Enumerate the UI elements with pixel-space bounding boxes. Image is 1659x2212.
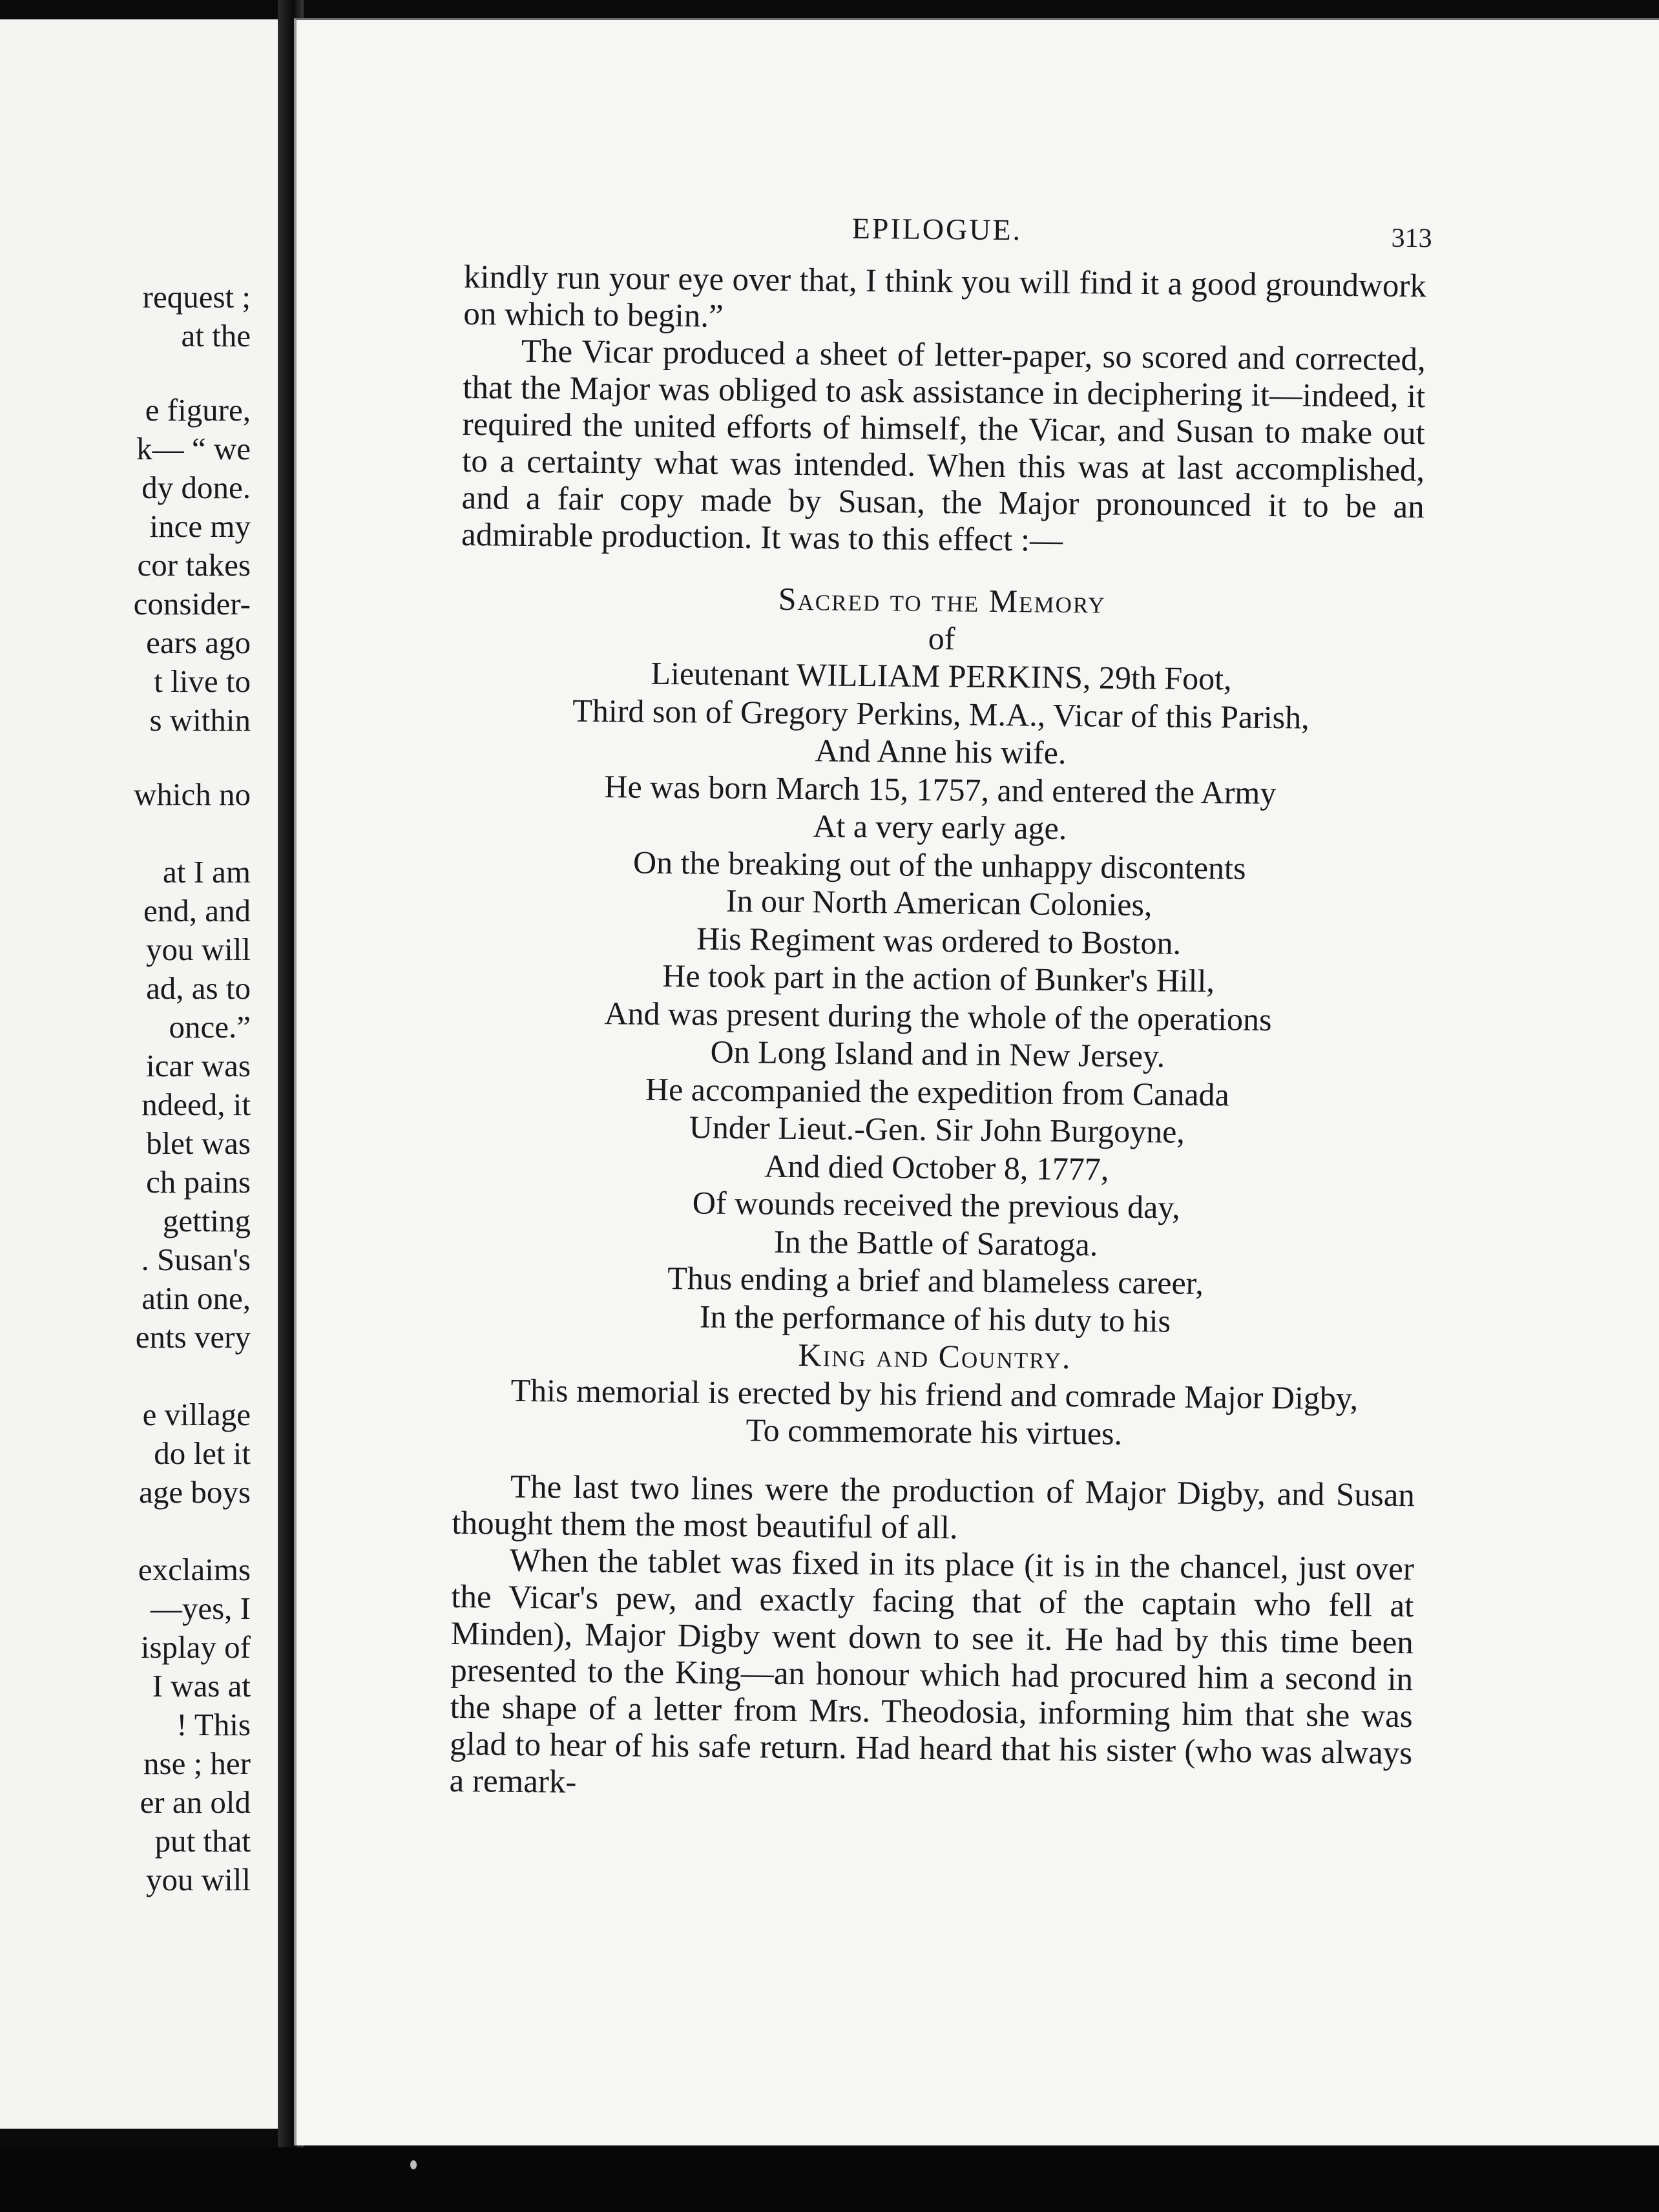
left-line: I was at — [152, 1668, 251, 1704]
left-line: er an old — [140, 1784, 251, 1820]
left-line: ents very — [135, 1319, 251, 1355]
inscription-line: And was present during the whole of the operations — [604, 994, 1272, 1038]
left-line: e village — [142, 1397, 251, 1432]
inscription-line: He took part in the action of Bunker's Hill, — [662, 957, 1215, 999]
inscription-line: Third son of Gregory Perkins, M.A., Vicar of this Parish, — [572, 692, 1309, 736]
inscription-line: Sacred to the Memory — [778, 580, 1106, 620]
inscription-line: In the Battle of Saratoga. — [773, 1223, 1098, 1262]
paragraph-last-lines: The last two lines were the production of Major Digby, and Susan thought them the most beautiful of all. — [452, 1468, 1415, 1546]
left-line: nse ; her — [143, 1746, 251, 1781]
inscription-line: On the breaking out of the unhappy discontents — [632, 844, 1246, 886]
left-line: you will — [146, 932, 251, 967]
inscription-line: In the performance of his duty to his — [699, 1298, 1171, 1339]
left-line: e figure, — [145, 392, 251, 428]
inscription-line: He accompanied the expedition from Canada — [645, 1070, 1230, 1112]
inscription-line: And died October 8, 1777, — [764, 1147, 1109, 1187]
left-line: —yes, I — [150, 1591, 251, 1626]
left-line: put that — [154, 1823, 251, 1859]
left-line: ndeed, it — [141, 1087, 251, 1122]
left-line: blet was — [146, 1125, 251, 1161]
inscription-line: Of wounds received the previous day, — [692, 1184, 1180, 1226]
right-page — [294, 18, 1659, 2145]
paragraph-vicar-letter: The Vicar produced a sheet of letter-paper, so scored and corrected, that the Major was obliged to ask assistance in deciphering it—indeed, it required the united efforts of himself, the Vicar, and Susan to make out to a certainty what was intended. When this was at last accomplished, and a fair copy made by Susan, the Major pronounced it to be an admirable production. It was to this effect :— — [461, 333, 1426, 559]
left-line: do let it — [154, 1435, 251, 1471]
left-line: consider- — [133, 586, 251, 621]
inscription-line: Under Lieut.-Gen. Sir John Burgoyne, — [689, 1109, 1185, 1150]
left-line: ! This — [176, 1707, 251, 1742]
left-line: t live to — [154, 663, 251, 699]
left-line: k— “ we — [136, 431, 251, 466]
left-line: . Susan's — [141, 1242, 251, 1277]
memorial-inscription — [453, 577, 1424, 1456]
left-line: once.” — [169, 1009, 251, 1045]
inscription-line: At a very early age. — [813, 808, 1067, 846]
left-line: icar was — [146, 1048, 251, 1083]
inscription-line: Thus ending a brief and blameless career, — [667, 1260, 1204, 1302]
left-line: ch pains — [146, 1164, 251, 1200]
paragraph-continued: kindly run your eye over that, I think you will find it a good groundwork on which to begin.” — [463, 258, 1427, 335]
page-body — [449, 207, 1432, 1809]
left-line: ad, as to — [146, 970, 251, 1006]
left-line: at I am — [162, 854, 251, 890]
left-line: ears ago — [146, 625, 251, 660]
left-line: cor takes — [137, 547, 251, 583]
inscription-line: His Regiment was ordered to Boston. — [696, 920, 1182, 961]
left-line: you will — [146, 1862, 251, 1897]
running-head-title: EPILOGUE. — [851, 211, 1023, 247]
left-line: at the — [181, 318, 251, 353]
dust-speck — [410, 2160, 417, 2169]
left-line: s within — [149, 702, 251, 738]
left-line: age boys — [139, 1474, 251, 1510]
left-line: isplay of — [140, 1629, 251, 1665]
left-line: exclaims — [138, 1552, 251, 1587]
inscription-line: In our North American Colonies, — [725, 882, 1153, 923]
left-line: getting — [162, 1203, 251, 1238]
scan-bottom-edge — [0, 2147, 1659, 2212]
inscription-line: And Anne his wife. — [815, 732, 1067, 771]
inscription-line: He was born March 15, 1757, and entered the Army — [604, 767, 1277, 811]
inscription-line: This memorial is erected by his friend and comrade Major Digby, — [510, 1372, 1359, 1416]
inscription-line: King and Country. — [798, 1337, 1072, 1376]
inscription-line: of — [928, 620, 955, 656]
left-line: end, and — [143, 893, 251, 928]
left-line: which no — [134, 777, 251, 812]
inscription-line: On Long Island and in New Jersey. — [710, 1033, 1165, 1074]
page-number: 313 — [1391, 223, 1432, 254]
left-line: request ; — [142, 279, 251, 315]
left-line: dy done. — [141, 470, 251, 505]
inscription-line: Lieutenant WILLIAM PERKINS, 29th Foot, — [651, 654, 1232, 697]
left-line: ince my — [149, 508, 251, 544]
paragraph-tablet-fixed: When the tablet was fixed in its place (it is in the chancel, just over the Vicar's pew, and exactly facing that of the captain who fell at Minden), Major Digby went down to see it. He had by this time been presented to the King—an honour which had procured him a second in the shape of a letter from Mrs. Theodosia, informing him that she was glad to hear of his safe return. Had heard that his sister (who was always a remark- — [449, 1542, 1415, 1800]
left-line: atin one, — [141, 1280, 251, 1316]
left-page — [0, 19, 280, 2129]
inscription-line: To commemorate his virtues. — [746, 1412, 1123, 1452]
running-head — [464, 207, 1432, 268]
